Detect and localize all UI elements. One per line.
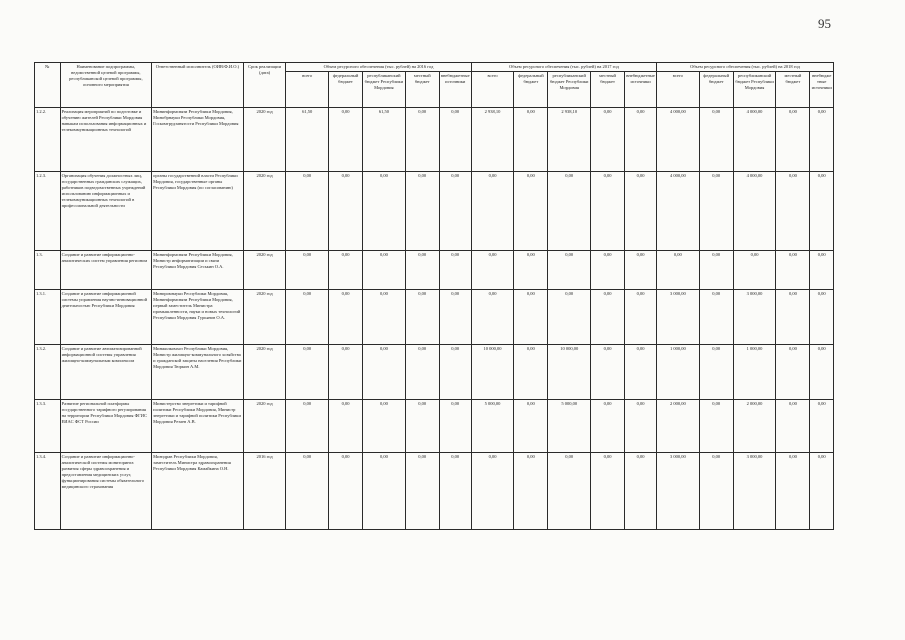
row-v2016-local: 0,00 [405, 400, 439, 453]
row-responsible: Министерство энергетики и тарифной политики Республики Мордовия, Министр энергетики и тарифной политики Республики Мордовия Резаев А.В. [152, 400, 244, 453]
row-v2018-extrabudget: 0,00 [810, 172, 834, 251]
row-v2016-total: 0,00 [286, 453, 329, 530]
row-v2017-extrabudget: 0,00 [625, 108, 657, 172]
row-v2018-local: 0,00 [776, 345, 810, 400]
row-v2017-republic: 0,00 [548, 172, 591, 251]
table-body [35, 108, 834, 530]
row-number: 1.3. [35, 251, 61, 290]
row-v2018-federal: 0,00 [699, 251, 733, 290]
row-name: Создание и развитие информационно-аналитических систем управления регионом [60, 251, 152, 290]
header-group-2018: Объем ресурсного обеспечения (тыс. рублей) на 2018 год [657, 63, 834, 72]
row-v2017-federal: 0,00 [514, 290, 548, 345]
row-term: 2020 год [243, 400, 286, 453]
row-v2017-local: 0,00 [591, 172, 625, 251]
row-v2018-local: 0,00 [776, 108, 810, 172]
row-v2016-federal: 0,00 [329, 345, 363, 400]
row-v2016-local: 0,00 [405, 453, 439, 530]
row-v2016-local: 0,00 [405, 172, 439, 251]
row-v2017-federal: 0,00 [514, 172, 548, 251]
row-v2016-republic: 0,00 [363, 172, 406, 251]
header-sub-total: всего [657, 72, 700, 108]
budget-table [34, 62, 834, 530]
row-v2016-federal: 0,00 [329, 453, 363, 530]
row-v2016-total: 61,50 [286, 108, 329, 172]
row-v2018-republic: 3 000,00 [733, 290, 776, 345]
row-v2018-total: 4 000,00 [657, 172, 700, 251]
header-responsible: Ответственный исполнитель (ОИВ/Ф.И.О.) [152, 63, 244, 108]
row-term: 2020 год [243, 251, 286, 290]
row-v2016-federal: 0,00 [329, 108, 363, 172]
header-group-2016: Объем ресурсного обеспечения (тыс. рублей) на 2016 год [286, 63, 471, 72]
row-v2016-extrabudget: 0,00 [439, 453, 471, 530]
row-responsible: Минпромнауки Республики Мордовия, Мининформсвязи Республики Мордовия, первый заместитель Министра промышленности, науки и новых технологий Республики Мордовия Гурьянов О.А. [152, 290, 244, 345]
row-v2018-federal: 0,00 [699, 453, 733, 530]
header-sub-republic: республиканский бюджет Республики Мордовия [548, 72, 591, 108]
row-v2018-republic: 1 000,00 [733, 345, 776, 400]
row-v2017-extrabudget: 0,00 [625, 400, 657, 453]
row-number: 1.3.3. [35, 400, 61, 453]
row-v2016-federal: 0,00 [329, 400, 363, 453]
table-row [35, 290, 834, 345]
header-sub-federal: федеральный бюджет [699, 72, 733, 108]
row-v2016-republic: 0,00 [363, 400, 406, 453]
row-v2018-federal: 0,00 [699, 345, 733, 400]
row-v2018-extrabudget: 0,00 [810, 251, 834, 290]
row-v2017-local: 0,00 [591, 290, 625, 345]
row-v2016-extrabudget: 0,00 [439, 345, 471, 400]
row-v2017-total: 10 000,00 [471, 345, 514, 400]
row-v2016-total: 0,00 [286, 345, 329, 400]
row-v2016-republic: 0,00 [363, 290, 406, 345]
row-v2018-local: 0,00 [776, 251, 810, 290]
row-v2017-total: 2 938,10 [471, 108, 514, 172]
row-v2017-extrabudget: 0,00 [625, 345, 657, 400]
row-v2016-extrabudget: 0,00 [439, 290, 471, 345]
row-v2018-extrabudget: 0,00 [810, 108, 834, 172]
header-sub-local: местный бюджет [405, 72, 439, 108]
row-v2018-local: 0,00 [776, 400, 810, 453]
row-v2017-local: 0,00 [591, 453, 625, 530]
row-name: Организация обучения должностных лиц, государственных гражданских служащих, работников подведомственных учреждений использованию информационных и телекоммуникационных технологий в профессиональной деятельности [60, 172, 152, 251]
row-v2017-federal: 0,00 [514, 453, 548, 530]
row-number: 1.3.4. [35, 453, 61, 530]
row-v2016-extrabudget: 0,00 [439, 108, 471, 172]
row-v2017-republic: 10 000,00 [548, 345, 591, 400]
row-v2016-extrabudget: 0,00 [439, 251, 471, 290]
row-v2017-local: 0,00 [591, 400, 625, 453]
row-term: 2020 год [243, 345, 286, 400]
row-v2016-total: 0,00 [286, 172, 329, 251]
row-v2017-republic: 0,00 [548, 290, 591, 345]
row-v2017-federal: 0,00 [514, 345, 548, 400]
row-v2018-extrabudget: 0,00 [810, 400, 834, 453]
row-v2018-republic: 0,00 [733, 251, 776, 290]
row-term: 2016 год [243, 453, 286, 530]
header-sub-extrabudget: внебюджетные источники [625, 72, 657, 108]
table-row [35, 251, 834, 290]
row-v2018-total: 3 000,00 [657, 290, 700, 345]
row-v2018-local: 0,00 [776, 290, 810, 345]
table-row [35, 345, 834, 400]
row-v2016-local: 0,00 [405, 290, 439, 345]
row-v2017-total: 0,00 [471, 290, 514, 345]
row-v2017-local: 0,00 [591, 345, 625, 400]
row-responsible: органы государственной власти Республики Мордовия, государственные органы Республики Мордовия (по согласованию) [152, 172, 244, 251]
row-v2016-republic: 0,00 [363, 453, 406, 530]
row-v2016-local: 0,00 [405, 251, 439, 290]
row-v2017-republic: 0,00 [548, 453, 591, 530]
row-term: 2020 год [243, 172, 286, 251]
row-number: 1.2.3. [35, 172, 61, 251]
row-v2016-total: 0,00 [286, 251, 329, 290]
budget-sheet [34, 62, 834, 530]
row-v2016-total: 0,00 [286, 400, 329, 453]
row-v2017-extrabudget: 0,00 [625, 251, 657, 290]
row-v2017-republic: 2 938,10 [548, 108, 591, 172]
header-no: № [35, 63, 61, 108]
row-v2017-extrabudget: 0,00 [625, 290, 657, 345]
row-v2016-extrabudget: 0,00 [439, 400, 471, 453]
row-v2017-local: 0,00 [591, 251, 625, 290]
row-v2017-federal: 0,00 [514, 400, 548, 453]
header-sub-total: всего [286, 72, 329, 108]
table-row [35, 400, 834, 453]
header-name: Наименование подпрограммы, ведомственной целевой программы, республиканской целевой программы, основного мероприятия [60, 63, 152, 108]
row-v2018-federal: 0,00 [699, 290, 733, 345]
row-number: 1.2.2. [35, 108, 61, 172]
header-group-row [35, 63, 834, 72]
row-v2018-total: 0,00 [657, 251, 700, 290]
row-v2017-total: 5 000,00 [471, 400, 514, 453]
row-v2017-extrabudget: 0,00 [625, 453, 657, 530]
row-v2018-total: 1 000,00 [657, 345, 700, 400]
row-v2017-republic: 0,00 [548, 251, 591, 290]
row-v2018-local: 0,00 [776, 172, 810, 251]
row-v2016-republic: 0,00 [363, 345, 406, 400]
row-v2017-federal: 0,00 [514, 108, 548, 172]
header-term: Срок реализации (дата) [243, 63, 286, 108]
row-v2017-total: 0,00 [471, 251, 514, 290]
row-v2018-republic: 4 000,00 [733, 172, 776, 251]
table-row [35, 172, 834, 251]
row-v2017-local: 0,00 [591, 108, 625, 172]
row-responsible: Минздрав Республики Мордовия, заместитель Министра здравоохранения Республики Мордовия Камайкина О.Н. [152, 453, 244, 530]
row-v2018-extrabudget: 0,00 [810, 290, 834, 345]
row-v2018-total: 3 000,00 [657, 453, 700, 530]
header-sub-local: местный бюджет [591, 72, 625, 108]
header-sub-local: местный бюджет [776, 72, 810, 108]
row-name: Создание и развитие автоматизированной информационной системы управления жилищно-коммунальным комплексом [60, 345, 152, 400]
row-v2016-federal: 0,00 [329, 290, 363, 345]
row-name: Реализация мероприятий по подготовке и обучению жителей Республики Мордовия навыкам использования информационных и телекоммуникационных технологий [60, 108, 152, 172]
row-v2016-local: 0,00 [405, 108, 439, 172]
row-v2018-republic: 3 000,00 [733, 453, 776, 530]
row-v2017-total: 0,00 [471, 172, 514, 251]
row-v2017-total: 0,00 [471, 453, 514, 530]
page-number: 95 [818, 16, 831, 31]
row-name: Создание и развитие информационной системы управления научно-инновационной деятельностью Республики Мордовия [60, 290, 152, 345]
row-responsible: Мининформсвязи Республики Мордовия, Министр информатизации и связи Республики Мордовия Сеськин О.А. [152, 251, 244, 290]
row-v2018-extrabudget: 0,00 [810, 345, 834, 400]
table-row [35, 453, 834, 530]
row-v2016-local: 0,00 [405, 345, 439, 400]
header-sub-total: всего [471, 72, 514, 108]
row-v2018-federal: 0,00 [699, 108, 733, 172]
header-sub-federal: федеральный бюджет [514, 72, 548, 108]
row-v2016-republic: 61,50 [363, 108, 406, 172]
row-term: 2020 год [243, 290, 286, 345]
header-group-2017: Объем ресурсного обеспечения (тыс. рублей) на 2017 год [471, 63, 656, 72]
row-number: 1.3.1. [35, 290, 61, 345]
row-number: 1.3.2. [35, 345, 61, 400]
row-name: Развитие региональной платформы государственного тарифного регулирования на территории Республики Мордовия ФГИС ЕИАС ФСТ России [60, 400, 152, 453]
row-v2016-federal: 0,00 [329, 172, 363, 251]
row-v2018-republic: 4 000,00 [733, 108, 776, 172]
header-sub-republic: республиканский бюджет Республики Мордовия [363, 72, 406, 108]
row-responsible: Мининформсвязи Республики Мордовия, Минобрнауки Республики Мордовия, Госкомтрудзанятости Республики Мордовия [152, 108, 244, 172]
row-v2018-total: 4 000,00 [657, 108, 700, 172]
row-v2018-federal: 0,00 [699, 400, 733, 453]
header-sub-federal: федеральный бюджет [329, 72, 363, 108]
row-v2018-republic: 2 000,00 [733, 400, 776, 453]
table-row [35, 108, 834, 172]
row-responsible: Минжилкомхоз Республики Мордовия, Министр жилищно-коммунального хозяйства и гражданской защиты населения Республики Мордовия Тюркин А.М. [152, 345, 244, 400]
header-sub-extrabudget: внебюджетные источники [810, 72, 834, 108]
row-v2017-federal: 0,00 [514, 251, 548, 290]
header-sub-republic: республиканский бюджет Республики Мордовия [733, 72, 776, 108]
row-name: Создание и развитие информационно-аналитической системы мониторинга развития сферы здравоохранения и предоставления медицинских услуг, функционирования системы обязательного медицинского страхования [60, 453, 152, 530]
row-v2016-extrabudget: 0,00 [439, 172, 471, 251]
row-v2017-extrabudget: 0,00 [625, 172, 657, 251]
row-v2016-total: 0,00 [286, 290, 329, 345]
header-sub-extrabudget: внебюджетные источники [439, 72, 471, 108]
row-v2016-federal: 0,00 [329, 251, 363, 290]
row-v2017-republic: 5 000,00 [548, 400, 591, 453]
row-v2018-local: 0,00 [776, 453, 810, 530]
row-v2018-total: 2 000,00 [657, 400, 700, 453]
row-v2016-republic: 0,00 [363, 251, 406, 290]
row-v2018-federal: 0,00 [699, 172, 733, 251]
row-v2018-extrabudget: 0,00 [810, 453, 834, 530]
row-term: 2020 год [243, 108, 286, 172]
